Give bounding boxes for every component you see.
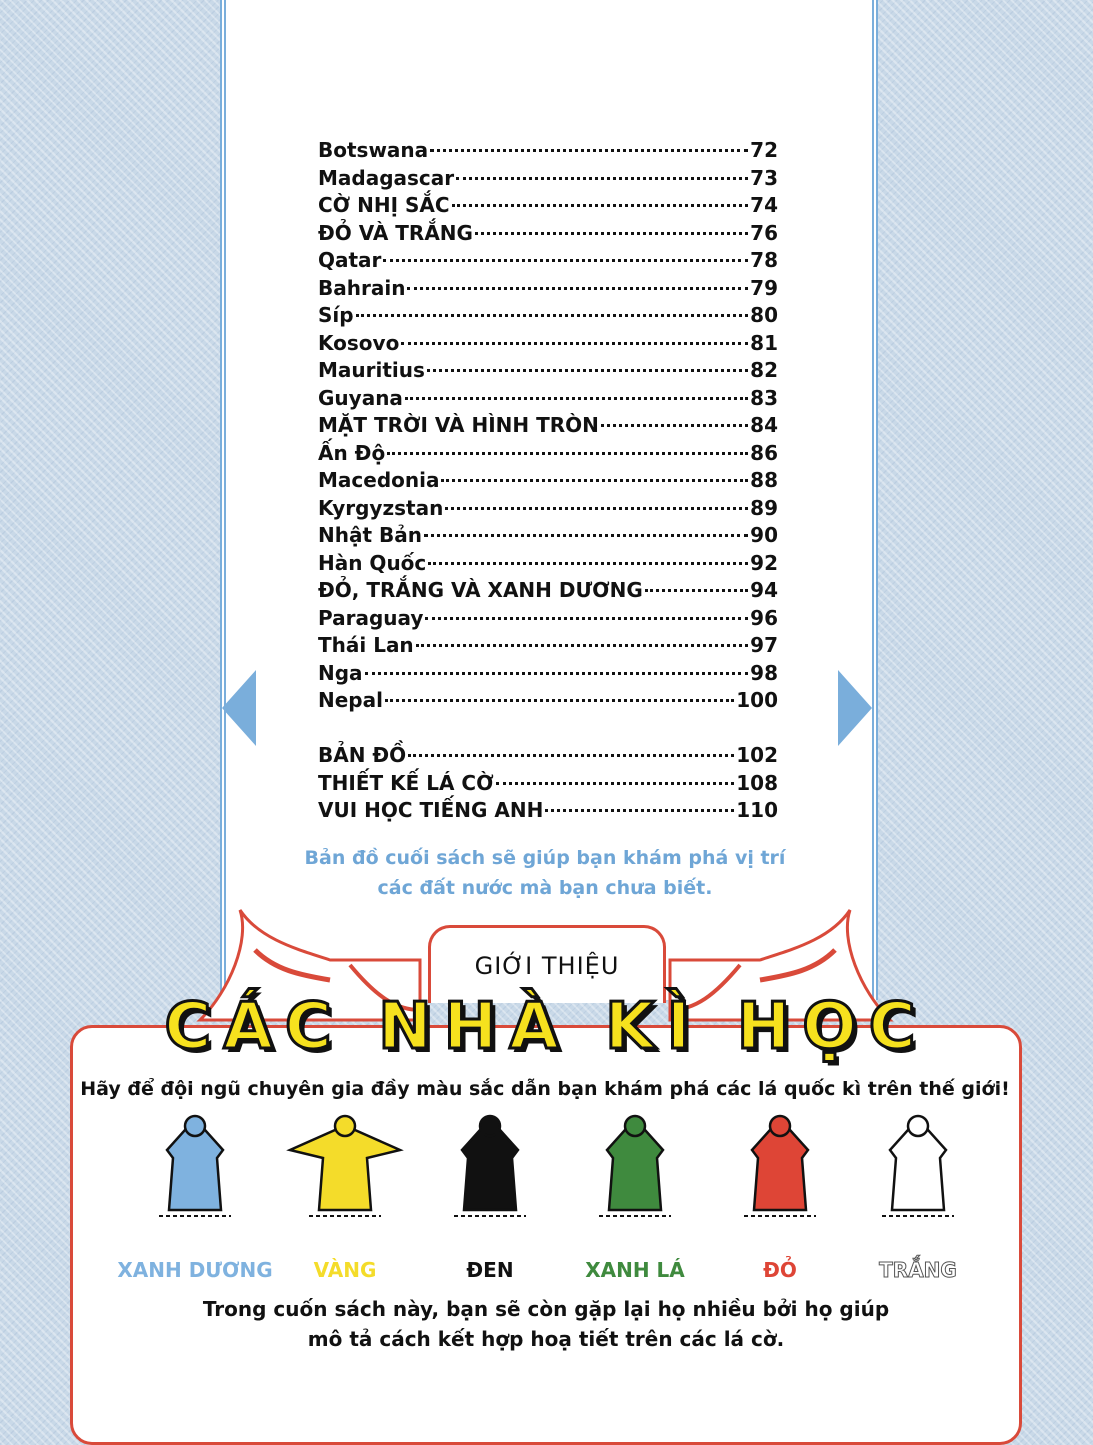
toc-dot-leader bbox=[416, 644, 748, 647]
toc-entry-page: 108 bbox=[736, 770, 778, 795]
intro-label: GIỚI THIỆU bbox=[428, 925, 666, 1003]
toc-entry-page: 96 bbox=[750, 605, 778, 630]
toc-entry-title: CỜ NHỊ SẮC bbox=[318, 193, 450, 217]
toc-entry bbox=[318, 798, 778, 826]
toc-entry-title: ĐỎ, TRẮNG VÀ XANH DƯƠNG bbox=[318, 578, 643, 602]
expert-figure bbox=[454, 1116, 526, 1216]
right-triangle-ornament bbox=[838, 670, 872, 746]
toc-dot-leader bbox=[401, 342, 748, 345]
toc-entry-page: 89 bbox=[750, 495, 778, 520]
toc-entry bbox=[318, 743, 778, 771]
toc-entry bbox=[318, 523, 778, 551]
toc-dot-leader bbox=[441, 479, 748, 482]
toc-entry bbox=[318, 221, 778, 249]
toc-dot-leader bbox=[387, 452, 748, 455]
toc-entry-title: Qatar bbox=[318, 248, 382, 272]
toc-dot-leader bbox=[405, 397, 748, 400]
expert-color-label: ĐỎ bbox=[763, 1258, 797, 1282]
toc-entry bbox=[318, 386, 778, 414]
toc-entry-page: 80 bbox=[750, 303, 778, 327]
toc-entry-page: 97 bbox=[750, 633, 778, 657]
toc-dot-leader bbox=[445, 507, 748, 510]
toc-entry bbox=[318, 138, 778, 166]
toc-entry bbox=[318, 771, 778, 799]
expert-figure bbox=[159, 1116, 231, 1216]
toc-entry bbox=[318, 358, 778, 386]
toc-entry-title: Nga bbox=[318, 660, 363, 685]
map-note bbox=[280, 843, 810, 903]
expert-color-label: XANH DƯƠNG bbox=[117, 1258, 273, 1282]
flag-experts-title: CÁC NHÀ KÌ HỌC bbox=[164, 990, 928, 1064]
toc-entry bbox=[318, 661, 778, 689]
toc-dot-leader bbox=[475, 232, 748, 235]
toc-entry-title: Guyana bbox=[318, 385, 403, 410]
toc-entry bbox=[318, 441, 778, 469]
toc-entry-page: 86 bbox=[750, 440, 778, 465]
map-note-line-2: các đất nước mà bạn chưa biết. bbox=[377, 877, 713, 899]
toc-entry-page: 78 bbox=[750, 248, 778, 272]
toc-entry bbox=[318, 331, 778, 359]
expert-figure bbox=[744, 1116, 816, 1216]
toc-entry-page: 92 bbox=[750, 550, 778, 575]
toc-entry bbox=[318, 468, 778, 496]
toc-entry bbox=[318, 413, 778, 441]
toc-entry-page: 79 bbox=[750, 275, 778, 300]
map-note-line-1: Bản đồ cuối sách sẽ giúp bạn khám phá vị trí bbox=[304, 847, 786, 869]
toc-entry-title: Paraguay bbox=[318, 605, 424, 630]
toc-entry-title: Kosovo bbox=[318, 330, 400, 355]
toc-entry-page: 110 bbox=[736, 798, 778, 822]
table-of-contents bbox=[318, 138, 778, 826]
toc-entry-title: MẶT TRỜI VÀ HÌNH TRÒN bbox=[318, 413, 599, 437]
toc-dot-leader bbox=[496, 782, 735, 785]
toc-dot-leader bbox=[385, 699, 734, 702]
toc-entry-page: 82 bbox=[750, 358, 778, 382]
toc-dot-leader bbox=[427, 369, 748, 372]
toc-entry-page: 88 bbox=[750, 468, 778, 492]
toc-entry-page: 72 bbox=[750, 138, 778, 162]
toc-dot-leader bbox=[452, 204, 749, 207]
toc-entry bbox=[318, 276, 778, 304]
toc-dot-leader bbox=[545, 809, 734, 812]
toc-entry-page: 84 bbox=[750, 413, 778, 437]
toc-dot-leader bbox=[645, 589, 748, 592]
toc-entry-title: Mauritius bbox=[318, 358, 425, 382]
closing-line-1: Trong cuốn sách này, bạn sẽ còn gặp lại họ nhiều bởi họ giúp bbox=[202, 1297, 890, 1321]
toc-entry-title: Ấn Độ bbox=[318, 440, 386, 465]
toc-dot-leader bbox=[356, 314, 749, 317]
toc-entry-title: Madagascar bbox=[318, 165, 455, 190]
toc-entry-title: THIẾT KẾ LÁ CỜ bbox=[318, 770, 494, 795]
toc-entry-page: 73 bbox=[750, 165, 778, 190]
toc-entry-page: 74 bbox=[750, 193, 778, 217]
toc-entry bbox=[318, 578, 778, 606]
expert-color-label: ĐEN bbox=[466, 1258, 514, 1282]
toc-entry-title: Thái Lan bbox=[318, 633, 414, 657]
flag-expert-figures bbox=[0, 1110, 1093, 1240]
toc-entry-page: 90 bbox=[750, 523, 778, 547]
toc-entry bbox=[318, 606, 778, 634]
toc-entry-title: Síp bbox=[318, 303, 354, 327]
toc-dot-leader bbox=[424, 534, 748, 537]
toc-spacer bbox=[318, 716, 778, 744]
intro-lead-text: Hãy để đội ngũ chuyên gia đầy màu sắc dẫn bạn khám phá các lá quốc kì trên thế giới! bbox=[80, 1078, 1010, 1100]
expert-color-label: VÀNG bbox=[313, 1258, 377, 1282]
toc-entry bbox=[318, 248, 778, 276]
expert-figure bbox=[599, 1116, 671, 1216]
toc-dot-leader bbox=[425, 617, 748, 620]
toc-entry bbox=[318, 688, 778, 716]
toc-dot-leader bbox=[365, 672, 749, 675]
toc-entry-title: Hàn Quốc bbox=[318, 550, 427, 575]
expert-figure bbox=[290, 1116, 400, 1216]
closing-line-2: mô tả cách kết hợp hoạ tiết trên các lá cờ. bbox=[307, 1327, 785, 1351]
toc-entry-title: Bahrain bbox=[318, 275, 406, 300]
toc-dot-leader bbox=[408, 754, 734, 757]
toc-dot-leader bbox=[430, 149, 748, 152]
expert-color-label: TRẮNG bbox=[879, 1258, 957, 1282]
toc-dot-leader bbox=[456, 177, 748, 180]
toc-entry bbox=[318, 496, 778, 524]
toc-entry bbox=[318, 166, 778, 194]
toc-entry-title: VUI HỌC TIẾNG ANH bbox=[318, 798, 544, 822]
toc-entry bbox=[318, 193, 778, 221]
toc-entry-title: Nepal bbox=[318, 688, 383, 712]
toc-dot-leader bbox=[383, 259, 748, 262]
toc-entry-title: BẢN ĐỒ bbox=[318, 743, 407, 767]
toc-dot-leader bbox=[428, 562, 748, 565]
toc-entry-title: Kyrgyzstan bbox=[318, 495, 444, 520]
toc-dot-leader bbox=[601, 424, 748, 427]
toc-entry-page: 94 bbox=[750, 578, 778, 602]
toc-entry bbox=[318, 303, 778, 331]
expert-figure bbox=[882, 1116, 954, 1216]
toc-entry-title: Botswana bbox=[318, 138, 429, 162]
toc-entry-title: Nhật Bản bbox=[318, 523, 422, 547]
toc-entry bbox=[318, 633, 778, 661]
expert-color-label: XANH LÁ bbox=[585, 1258, 685, 1282]
toc-dot-leader bbox=[407, 287, 748, 290]
toc-entry-page: 81 bbox=[750, 330, 778, 355]
toc-entry-title: Macedonia bbox=[318, 468, 440, 492]
toc-entry-page: 98 bbox=[750, 660, 778, 685]
toc-entry-page: 102 bbox=[736, 743, 778, 767]
toc-entry-page: 76 bbox=[750, 220, 778, 245]
closing-text bbox=[140, 1294, 952, 1354]
toc-entry-page: 100 bbox=[736, 688, 778, 712]
toc-entry-title: ĐỎ VÀ TRẮNG bbox=[318, 220, 473, 245]
left-triangle-ornament bbox=[222, 670, 256, 746]
toc-entry-page: 83 bbox=[750, 385, 778, 410]
toc-entry bbox=[318, 551, 778, 579]
